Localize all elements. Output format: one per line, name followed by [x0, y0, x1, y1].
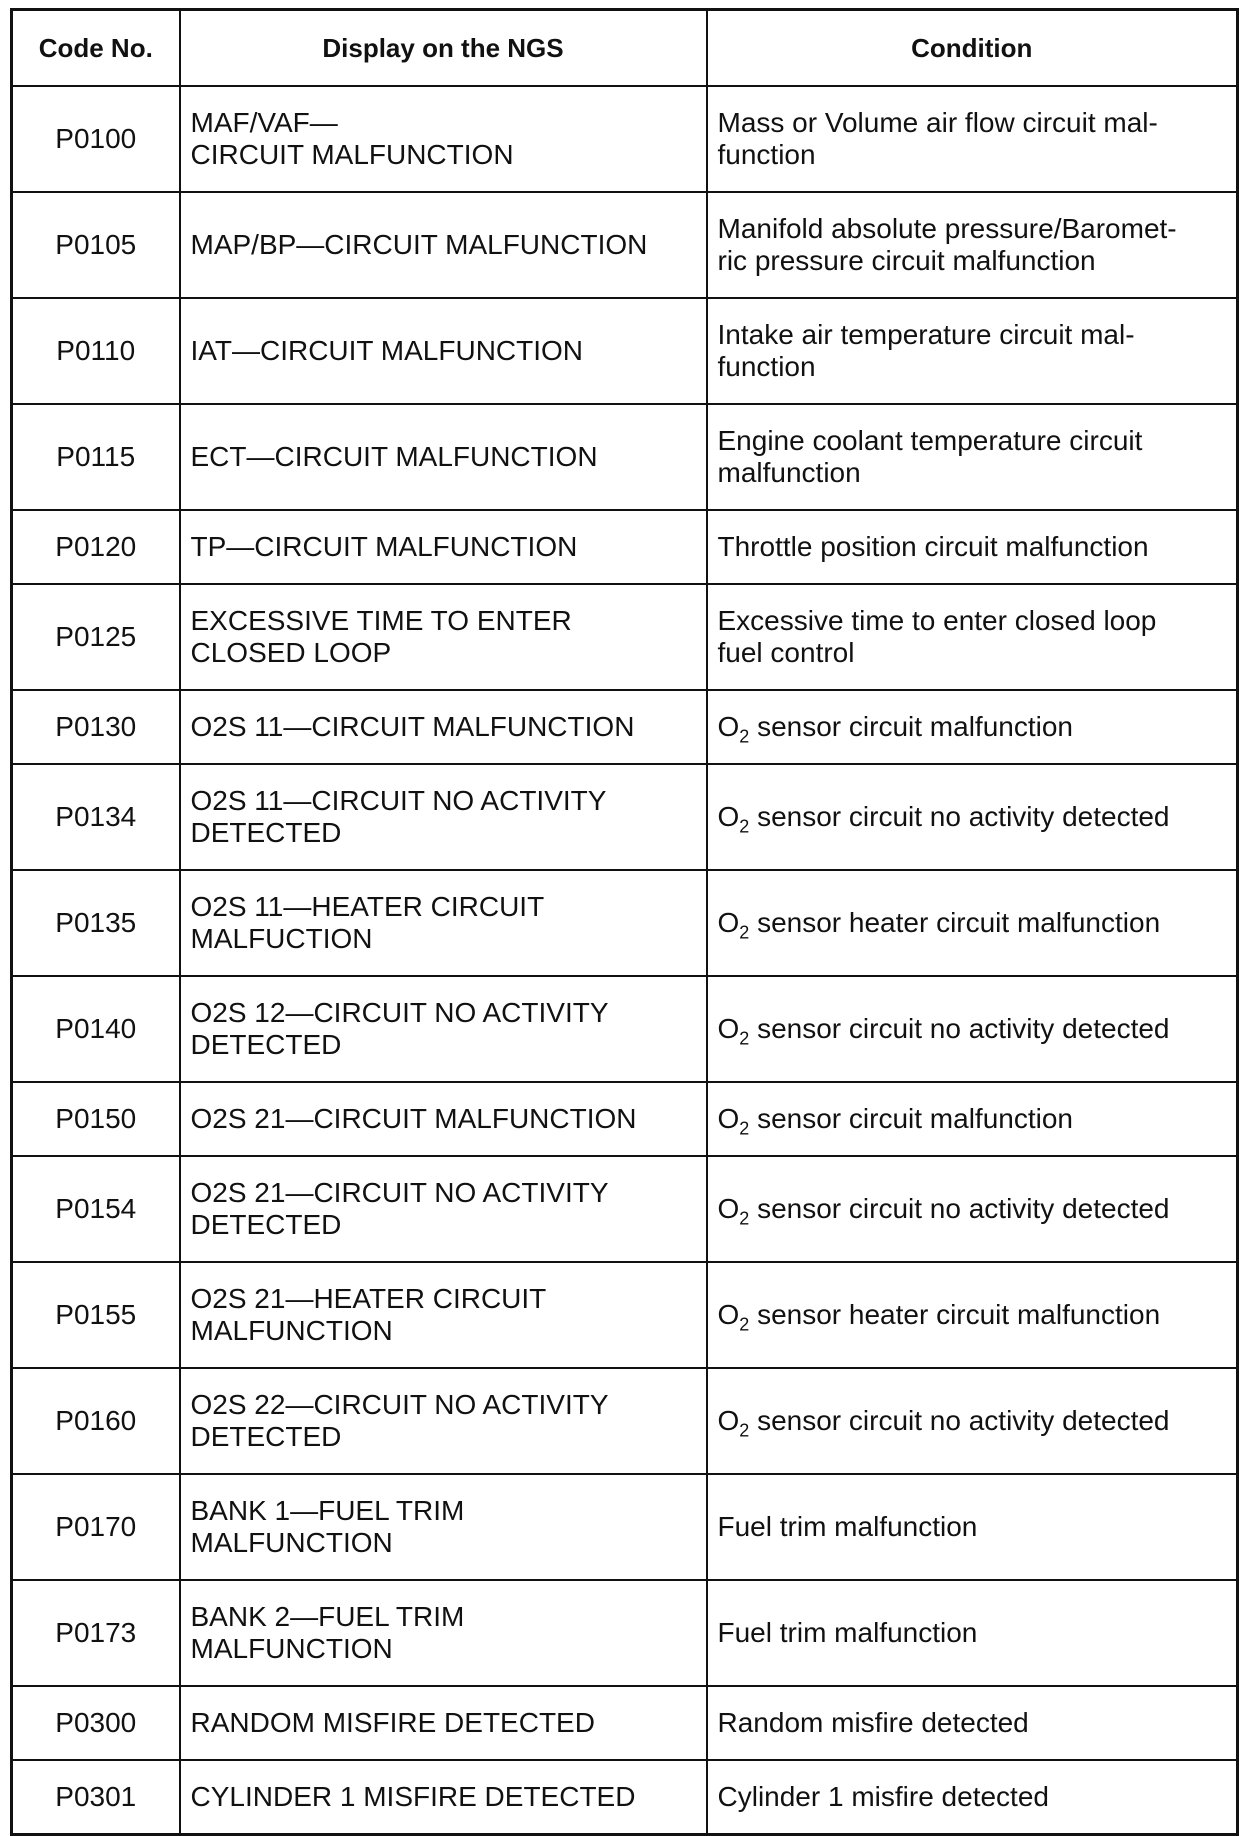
display-cell: O2S 11—CIRCUIT MALFUNCTION — [180, 690, 707, 764]
display-cell: EXCESSIVE TIME TO ENTER CLOSED LOOP — [180, 584, 707, 690]
condition-cell: $O_2$ sensor circuit no activity detected — [707, 976, 1238, 1082]
condition-cell: Fuel trim malfunction — [707, 1580, 1238, 1686]
display-cell: BANK 1—FUEL TRIM MALFUNCTION — [180, 1474, 707, 1580]
condition-cell: Mass or Volume air flow circuit mal- function — [707, 86, 1238, 192]
display-cell: O2S 11—HEATER CIRCUIT MALFUCTION — [180, 870, 707, 976]
display-cell: RANDOM MISFIRE DETECTED — [180, 1686, 707, 1760]
code-cell: P0134 — [12, 764, 180, 870]
header-condition: Condition — [707, 10, 1238, 87]
code-cell: P0125 — [12, 584, 180, 690]
table-row — [12, 192, 1238, 298]
code-cell: P0140 — [12, 976, 180, 1082]
code-cell: P0155 — [12, 1262, 180, 1368]
condition-cell: Fuel trim malfunction — [707, 1474, 1238, 1580]
condition-cell: $O_2$ sensor circuit malfunction — [707, 1082, 1238, 1156]
condition-cell: $O_2$ sensor circuit no activity detected — [707, 1156, 1238, 1262]
display-cell: O2S 21—CIRCUIT MALFUNCTION — [180, 1082, 707, 1156]
code-cell: P0120 — [12, 510, 180, 584]
display-cell: O2S 22—CIRCUIT NO ACTIVITY DETECTED — [180, 1368, 707, 1474]
table-row — [12, 976, 1238, 1082]
code-cell: P0170 — [12, 1474, 180, 1580]
table-row — [12, 584, 1238, 690]
table-body — [12, 86, 1238, 1835]
condition-cell: $O_2$ sensor circuit no activity detected — [707, 764, 1238, 870]
code-cell: P0130 — [12, 690, 180, 764]
code-cell: P0110 — [12, 298, 180, 404]
condition-cell: Throttle position circuit malfunction — [707, 510, 1238, 584]
table-row — [12, 1580, 1238, 1686]
code-cell: P0100 — [12, 86, 180, 192]
table-row — [12, 1760, 1238, 1835]
table-row — [12, 1686, 1238, 1760]
display-cell: O2S 21—HEATER CIRCUIT MALFUNCTION — [180, 1262, 707, 1368]
table-row — [12, 870, 1238, 976]
code-cell: P0154 — [12, 1156, 180, 1262]
display-cell: O2S 11—CIRCUIT NO ACTIVITY DETECTED — [180, 764, 707, 870]
header-code: Code No. — [12, 10, 180, 87]
code-cell: P0160 — [12, 1368, 180, 1474]
table-row — [12, 404, 1238, 510]
display-cell: ECT—CIRCUIT MALFUNCTION — [180, 404, 707, 510]
condition-cell: $O_2$ sensor heater circuit malfunction — [707, 870, 1238, 976]
code-cell: P0115 — [12, 404, 180, 510]
display-cell: IAT—CIRCUIT MALFUNCTION — [180, 298, 707, 404]
code-cell: P0173 — [12, 1580, 180, 1686]
condition-cell: Excessive time to enter closed loop fuel control — [707, 584, 1238, 690]
table-row — [12, 1368, 1238, 1474]
condition-cell: Intake air temperature circuit mal- function — [707, 298, 1238, 404]
code-cell: P0105 — [12, 192, 180, 298]
header-row — [12, 10, 1238, 87]
table-row — [12, 690, 1238, 764]
table-row — [12, 298, 1238, 404]
table-row — [12, 1156, 1238, 1262]
condition-cell: Engine coolant temperature circuit malfunction — [707, 404, 1238, 510]
code-cell: P0300 — [12, 1686, 180, 1760]
condition-cell: $O_2$ sensor circuit no activity detected — [707, 1368, 1238, 1474]
display-cell: O2S 12—CIRCUIT NO ACTIVITY DETECTED — [180, 976, 707, 1082]
table-row — [12, 1474, 1238, 1580]
dtc-table — [10, 8, 1239, 1836]
code-cell: P0135 — [12, 870, 180, 976]
code-cell: P0301 — [12, 1760, 180, 1835]
display-cell: MAF/VAF— CIRCUIT MALFUNCTION — [180, 86, 707, 192]
condition-cell: Cylinder 1 misfire detected — [707, 1760, 1238, 1835]
table-row — [12, 1262, 1238, 1368]
display-cell: O2S 21—CIRCUIT NO ACTIVITY DETECTED — [180, 1156, 707, 1262]
display-cell: BANK 2—FUEL TRIM MALFUNCTION — [180, 1580, 707, 1686]
display-cell: CYLINDER 1 MISFIRE DETECTED — [180, 1760, 707, 1835]
table-row — [12, 86, 1238, 192]
header-display: Display on the NGS — [180, 10, 707, 87]
condition-cell: $O_2$ sensor circuit malfunction — [707, 690, 1238, 764]
dtc-table-container — [10, 8, 1236, 1836]
condition-cell: Random misfire detected — [707, 1686, 1238, 1760]
table-row — [12, 1082, 1238, 1156]
condition-cell: Manifold absolute pressure/Baromet- ric pressure circuit malfunction — [707, 192, 1238, 298]
condition-cell: $O_2$ sensor heater circuit malfunction — [707, 1262, 1238, 1368]
table-row — [12, 764, 1238, 870]
display-cell: MAP/BP—CIRCUIT MALFUNCTION — [180, 192, 707, 298]
table-row — [12, 510, 1238, 584]
display-cell: TP—CIRCUIT MALFUNCTION — [180, 510, 707, 584]
code-cell: P0150 — [12, 1082, 180, 1156]
